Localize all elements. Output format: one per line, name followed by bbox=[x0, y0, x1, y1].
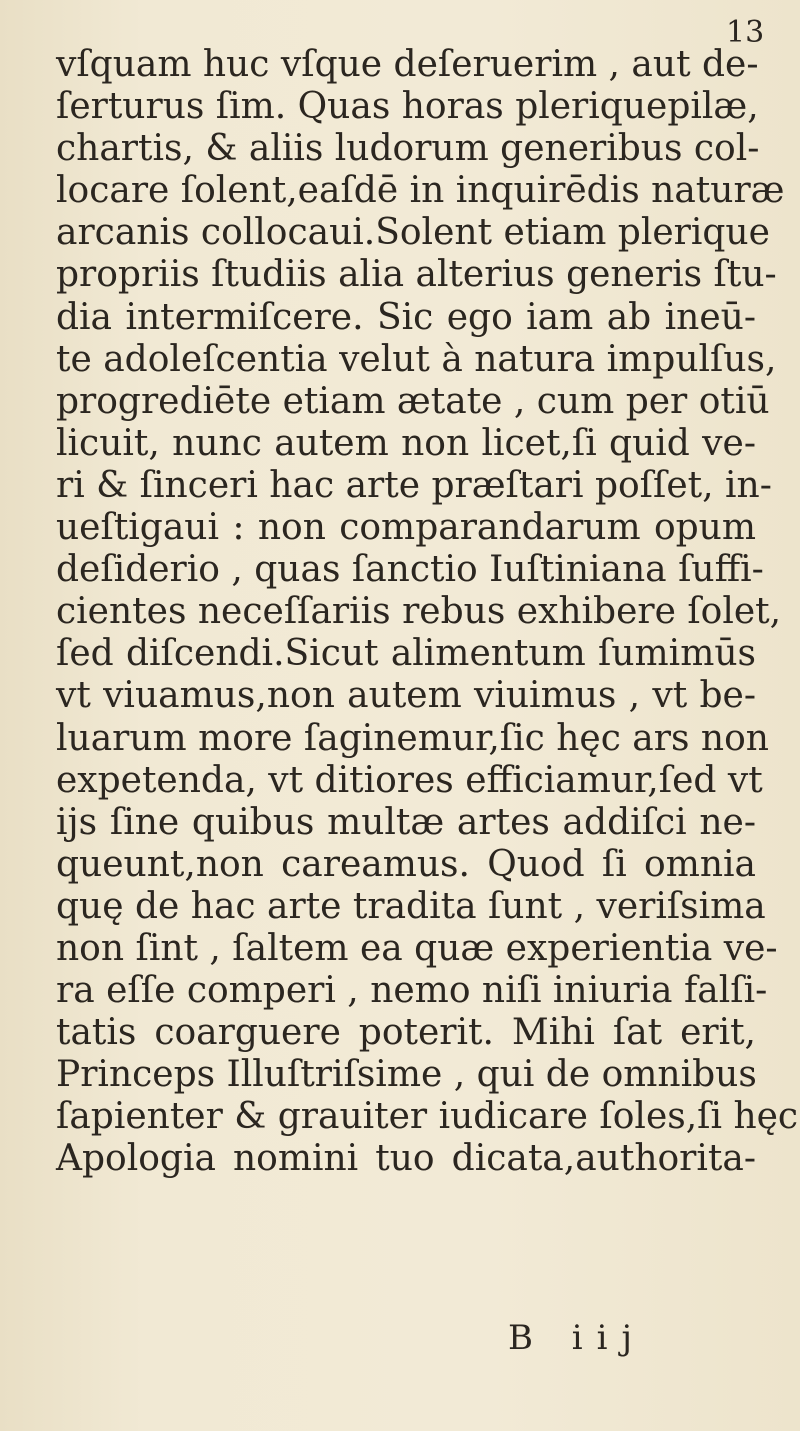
text-line: dia intermiſcere. Sic ego iam ab ineū- bbox=[56, 296, 756, 338]
text-line: propriis ſtudiis alia alterius generis ſtu- bbox=[56, 254, 777, 296]
text-line: ſerturus ſim. Quas horas pleriquepilæ, bbox=[56, 86, 759, 128]
text-line: ra eſſe comperi , nemo niſi iniuria falſi- bbox=[56, 970, 768, 1012]
text-line: non ſint , ſaltem ea quæ experientia ve- bbox=[56, 927, 778, 969]
text-line: te adoleſcentia velut à natura impulſus, bbox=[56, 338, 777, 380]
text-line: Princeps Illuſtriſsime , qui de omnibus bbox=[56, 1054, 757, 1096]
text-line: quę de hac arte tradita ſunt , veriſsima bbox=[56, 885, 766, 927]
text-line: ri & ſinceri hac arte præſtari poſſet, in- bbox=[56, 464, 772, 506]
signature-mark: B iij bbox=[508, 1318, 647, 1358]
text-line: deſiderio , quas ſanctio Iuſtiniana ſuffi- bbox=[56, 549, 764, 591]
body-text bbox=[56, 44, 799, 1181]
page-number: 13 bbox=[726, 15, 765, 50]
text-line: ſapienter & grauiter iudicare ſoles,ſi hęc bbox=[56, 1096, 799, 1138]
text-line: ueſtigaui : non comparandarum opum bbox=[56, 507, 756, 549]
text-line: luarum more ſaginemur,ſic hęc ars non bbox=[56, 717, 769, 759]
text-line: Apologia nomini tuo dicata,authorita- bbox=[56, 1138, 756, 1180]
text-line: expetenda, vt ditiores efficiamur,ſed vt bbox=[56, 759, 763, 801]
text-line: licuit, nunc autem non licet,ſi quid ve- bbox=[56, 422, 756, 464]
text-line: vſquam huc vſque deſeruerim , aut de- bbox=[56, 44, 759, 85]
text-line: ſed diſcendi.Sicut alimentum ſumimūs bbox=[56, 633, 756, 675]
text-line: cientes neceſſariis rebus exhibere ſolet, bbox=[56, 591, 782, 633]
text-line: progrediēte etiam ætate , cum per otiū bbox=[56, 380, 770, 422]
text-line: queunt,non careamus. Quod ſi omnia bbox=[56, 843, 756, 885]
text-line: tatis coarguere poterit. Mihi ſat erit, bbox=[56, 1012, 756, 1054]
text-line: chartis, & aliis ludorum generibus col- bbox=[56, 128, 760, 170]
text-line: vt viuamus,non autem viuimus , vt be- bbox=[56, 675, 756, 717]
text-line: locare ſolent,eaſdē in inquirēdis naturæ bbox=[56, 170, 785, 212]
text-line: ijs ſine quibus multæ artes addiſci ne- bbox=[56, 801, 756, 843]
text-line: arcanis collocaui.Solent etiam plerique bbox=[56, 212, 770, 254]
